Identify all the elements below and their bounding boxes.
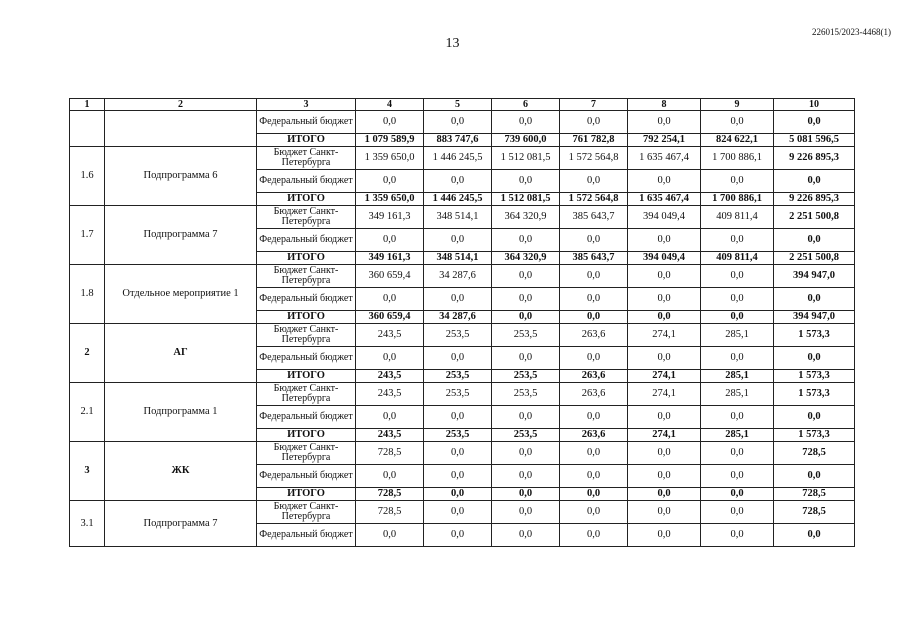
value-cell: 394 049,4 (628, 252, 701, 265)
value-cell: 0,0 (560, 229, 628, 252)
total-value-cell: 0,0 (774, 524, 855, 547)
value-cell: 0,0 (701, 501, 774, 524)
table-row (70, 383, 855, 406)
total-value-cell: 1 573,3 (774, 370, 855, 383)
row-code: 3 (70, 442, 105, 501)
value-cell: 0,0 (560, 265, 628, 288)
value-cell: 0,0 (492, 347, 560, 370)
value-cell: 0,0 (701, 170, 774, 193)
value-cell: 1 512 081,5 (492, 193, 560, 206)
value-cell: 0,0 (424, 288, 492, 311)
table-row (70, 442, 855, 465)
total-value-cell: 9 226 895,3 (774, 147, 855, 170)
value-cell: 0,0 (424, 501, 492, 524)
value-cell: 253,5 (492, 324, 560, 347)
value-cell: 0,0 (628, 501, 701, 524)
value-cell: 385 643,7 (560, 252, 628, 265)
value-cell: 0,0 (424, 406, 492, 429)
funding-source: Федеральный бюджет (257, 111, 356, 134)
program-name: Подпрограмма 6 (105, 147, 257, 206)
value-cell: 274,1 (628, 370, 701, 383)
value-cell: 1 446 245,5 (424, 147, 492, 170)
funding-source: ИТОГО (257, 193, 356, 206)
funding-source: ИТОГО (257, 311, 356, 324)
value-cell: 0,0 (701, 265, 774, 288)
value-cell: 0,0 (701, 488, 774, 501)
value-cell: 0,0 (492, 465, 560, 488)
funding-source: ИТОГО (257, 429, 356, 442)
value-cell: 0,0 (424, 442, 492, 465)
funding-source: Федеральный бюджет (257, 406, 356, 429)
value-cell: 0,0 (424, 229, 492, 252)
table-row (70, 147, 855, 170)
total-value-cell: 0,0 (774, 406, 855, 429)
value-cell: 0,0 (628, 347, 701, 370)
total-value-cell: 0,0 (774, 288, 855, 311)
value-cell: 0,0 (492, 170, 560, 193)
value-cell: 285,1 (701, 383, 774, 406)
value-cell: 0,0 (492, 288, 560, 311)
value-cell: 274,1 (628, 429, 701, 442)
program-name: АГ (105, 324, 257, 383)
total-value-cell: 2 251 500,8 (774, 252, 855, 265)
value-cell: 0,0 (628, 111, 701, 134)
value-cell: 364 320,9 (492, 206, 560, 229)
value-cell: 1 572 564,8 (560, 193, 628, 206)
row-code: 1.6 (70, 147, 105, 206)
value-cell: 274,1 (628, 383, 701, 406)
row-code: 2.1 (70, 383, 105, 442)
value-cell: 253,5 (424, 370, 492, 383)
value-cell: 0,0 (560, 488, 628, 501)
table-row (70, 501, 855, 524)
total-value-cell: 1 573,3 (774, 383, 855, 406)
value-cell: 0,0 (560, 288, 628, 311)
value-cell: 0,0 (356, 111, 424, 134)
page-number: 13 (445, 36, 460, 51)
value-cell: 385 643,7 (560, 206, 628, 229)
total-value-cell: 0,0 (774, 170, 855, 193)
value-cell: 360 659,4 (356, 311, 424, 324)
value-cell: 0,0 (701, 311, 774, 324)
value-cell: 0,0 (356, 524, 424, 547)
funding-source: ИТОГО (257, 488, 356, 501)
value-cell: 34 287,6 (424, 265, 492, 288)
funding-source: Бюджет Санкт-Петербурга (257, 324, 356, 347)
column-header: 3 (257, 99, 356, 111)
total-value-cell: 394 947,0 (774, 311, 855, 324)
value-cell: 0,0 (492, 229, 560, 252)
document-number: 226015/2023-4468(1) (812, 27, 891, 37)
total-value-cell: 1 573,3 (774, 429, 855, 442)
value-cell: 0,0 (356, 347, 424, 370)
row-code: 1.7 (70, 206, 105, 265)
budget-table (69, 98, 855, 547)
total-value-cell: 0,0 (774, 347, 855, 370)
value-cell: 0,0 (628, 170, 701, 193)
value-cell: 0,0 (628, 465, 701, 488)
funding-source: Федеральный бюджет (257, 465, 356, 488)
funding-source: Бюджет Санкт-Петербурга (257, 383, 356, 406)
value-cell: 253,5 (424, 383, 492, 406)
value-cell: 0,0 (492, 265, 560, 288)
column-header: 2 (105, 99, 257, 111)
value-cell: 0,0 (492, 442, 560, 465)
value-cell: 1 512 081,5 (492, 147, 560, 170)
value-cell: 0,0 (701, 229, 774, 252)
funding-source: Бюджет Санкт-Петербурга (257, 147, 356, 170)
total-value-cell: 728,5 (774, 442, 855, 465)
value-cell: 0,0 (628, 488, 701, 501)
value-cell: 761 782,8 (560, 134, 628, 147)
column-header: 4 (356, 99, 424, 111)
value-cell: 1 572 564,8 (560, 147, 628, 170)
value-cell: 253,5 (492, 383, 560, 406)
value-cell: 0,0 (492, 488, 560, 501)
value-cell: 263,6 (560, 324, 628, 347)
value-cell: 253,5 (492, 370, 560, 383)
total-value-cell: 0,0 (774, 465, 855, 488)
row-code: 1.8 (70, 265, 105, 324)
value-cell: 263,6 (560, 370, 628, 383)
value-cell: 34 287,6 (424, 311, 492, 324)
value-cell: 0,0 (424, 465, 492, 488)
funding-source: Федеральный бюджет (257, 229, 356, 252)
column-header: 1 (70, 99, 105, 111)
row-code: 3.1 (70, 501, 105, 547)
value-cell: 0,0 (560, 406, 628, 429)
value-cell: 1 700 886,1 (701, 193, 774, 206)
total-value-cell: 1 573,3 (774, 324, 855, 347)
value-cell: 243,5 (356, 383, 424, 406)
value-cell: 349 161,3 (356, 206, 424, 229)
total-value-cell: 5 081 596,5 (774, 134, 855, 147)
value-cell: 394 049,4 (628, 206, 701, 229)
value-cell: 274,1 (628, 324, 701, 347)
row-code: 2 (70, 324, 105, 383)
column-header: 9 (701, 99, 774, 111)
value-cell: 0,0 (492, 406, 560, 429)
value-cell: 0,0 (424, 524, 492, 547)
value-cell: 0,0 (560, 442, 628, 465)
column-header: 8 (628, 99, 701, 111)
value-cell: 285,1 (701, 429, 774, 442)
value-cell: 728,5 (356, 501, 424, 524)
value-cell: 0,0 (628, 442, 701, 465)
table-row (70, 206, 855, 229)
value-cell: 360 659,4 (356, 265, 424, 288)
funding-source: Федеральный бюджет (257, 524, 356, 547)
value-cell: 0,0 (560, 347, 628, 370)
value-cell: 364 320,9 (492, 252, 560, 265)
total-value-cell: 728,5 (774, 488, 855, 501)
value-cell: 0,0 (701, 406, 774, 429)
value-cell: 0,0 (701, 111, 774, 134)
value-cell: 0,0 (356, 229, 424, 252)
value-cell: 0,0 (628, 311, 701, 324)
value-cell: 1 359 650,0 (356, 193, 424, 206)
table-row (70, 265, 855, 288)
value-cell: 253,5 (492, 429, 560, 442)
value-cell: 0,0 (628, 265, 701, 288)
column-header: 5 (424, 99, 492, 111)
value-cell: 1 359 650,0 (356, 147, 424, 170)
value-cell: 0,0 (560, 311, 628, 324)
value-cell: 0,0 (628, 406, 701, 429)
value-cell: 824 622,1 (701, 134, 774, 147)
value-cell: 0,0 (356, 288, 424, 311)
funding-source: Федеральный бюджет (257, 347, 356, 370)
value-cell: 243,5 (356, 370, 424, 383)
value-cell: 0,0 (356, 406, 424, 429)
funding-source: Бюджет Санкт-Петербурга (257, 501, 356, 524)
value-cell: 0,0 (492, 501, 560, 524)
value-cell: 0,0 (424, 347, 492, 370)
funding-source: Федеральный бюджет (257, 288, 356, 311)
value-cell: 0,0 (424, 170, 492, 193)
value-cell: 728,5 (356, 488, 424, 501)
table-row (70, 324, 855, 347)
value-cell: 253,5 (424, 429, 492, 442)
funding-source: ИТОГО (257, 370, 356, 383)
program-name: Подпрограмма 7 (105, 501, 257, 547)
total-value-cell: 0,0 (774, 229, 855, 252)
value-cell: 739 600,0 (492, 134, 560, 147)
value-cell: 0,0 (560, 111, 628, 134)
value-cell: 243,5 (356, 429, 424, 442)
value-cell: 0,0 (356, 465, 424, 488)
value-cell: 0,0 (701, 442, 774, 465)
value-cell: 0,0 (701, 347, 774, 370)
value-cell: 409 811,4 (701, 206, 774, 229)
total-value-cell: 9 226 895,3 (774, 193, 855, 206)
total-value-cell: 2 251 500,8 (774, 206, 855, 229)
column-header: 7 (560, 99, 628, 111)
value-cell: 0,0 (492, 524, 560, 547)
value-cell: 1 700 886,1 (701, 147, 774, 170)
value-cell: 0,0 (424, 488, 492, 501)
funding-source: ИТОГО (257, 252, 356, 265)
program-name (105, 111, 257, 147)
value-cell: 1 635 467,4 (628, 193, 701, 206)
program-name: ЖК (105, 442, 257, 501)
value-cell: 0,0 (560, 524, 628, 547)
value-cell: 285,1 (701, 324, 774, 347)
value-cell: 1 079 589,9 (356, 134, 424, 147)
value-cell: 1 446 245,5 (424, 193, 492, 206)
value-cell: 0,0 (628, 229, 701, 252)
value-cell: 348 514,1 (424, 206, 492, 229)
funding-source: Бюджет Санкт-Петербурга (257, 206, 356, 229)
funding-source: Бюджет Санкт-Петербурга (257, 442, 356, 465)
program-name: Отдельное мероприятие 1 (105, 265, 257, 324)
column-header: 6 (492, 99, 560, 111)
column-header: 10 (774, 99, 855, 111)
value-cell: 263,6 (560, 429, 628, 442)
value-cell: 0,0 (492, 311, 560, 324)
value-cell: 0,0 (701, 524, 774, 547)
value-cell: 285,1 (701, 370, 774, 383)
value-cell: 409 811,4 (701, 252, 774, 265)
funding-source: Бюджет Санкт-Петербурга (257, 265, 356, 288)
header-row (70, 99, 855, 111)
value-cell: 0,0 (560, 501, 628, 524)
table-body (70, 111, 855, 547)
row-code (70, 111, 105, 147)
value-cell: 0,0 (701, 465, 774, 488)
value-cell: 0,0 (560, 465, 628, 488)
value-cell: 728,5 (356, 442, 424, 465)
value-cell: 0,0 (424, 111, 492, 134)
value-cell: 348 514,1 (424, 252, 492, 265)
value-cell: 792 254,1 (628, 134, 701, 147)
program-name: Подпрограмма 1 (105, 383, 257, 442)
total-value-cell: 394 947,0 (774, 265, 855, 288)
table-row (70, 111, 855, 134)
value-cell: 0,0 (560, 170, 628, 193)
funding-source: Федеральный бюджет (257, 170, 356, 193)
value-cell: 0,0 (701, 288, 774, 311)
value-cell: 253,5 (424, 324, 492, 347)
value-cell: 349 161,3 (356, 252, 424, 265)
value-cell: 1 635 467,4 (628, 147, 701, 170)
funding-source: ИТОГО (257, 134, 356, 147)
value-cell: 0,0 (492, 111, 560, 134)
value-cell: 263,6 (560, 383, 628, 406)
value-cell: 0,0 (628, 524, 701, 547)
value-cell: 243,5 (356, 324, 424, 347)
program-name: Подпрограмма 7 (105, 206, 257, 265)
total-value-cell: 728,5 (774, 501, 855, 524)
value-cell: 0,0 (356, 170, 424, 193)
total-value-cell: 0,0 (774, 111, 855, 134)
value-cell: 0,0 (628, 288, 701, 311)
value-cell: 883 747,6 (424, 134, 492, 147)
